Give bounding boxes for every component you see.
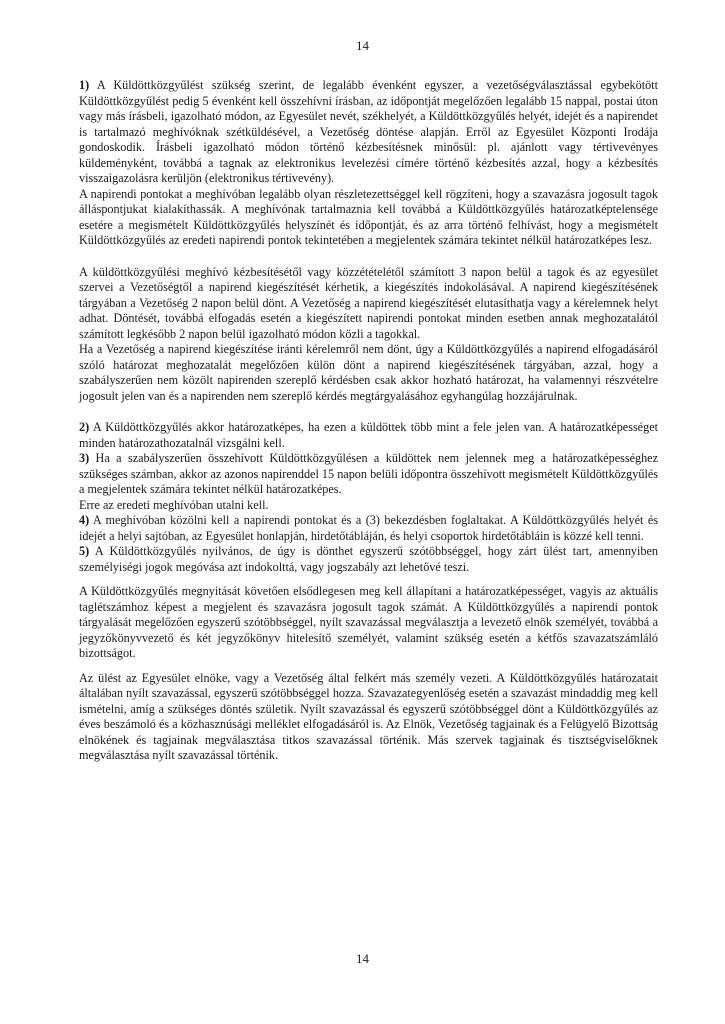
paragraph-number: 3) (79, 451, 90, 465)
page-number-top: 14 (356, 38, 369, 53)
paragraph-text: Ha a Vezetőség a napirend kiegészítése iránti kérelemről nem dönt, úgy a Küldöttközgyűlés a napirend elfogadásáról szóló határozat meghozatalát megelőzően külön dönt a napirend kiegészítésének tárgyában, azzal, hogy a szabályszerűen nem közölt napirenden szereplő kérdésben csak akkor hozható határozat, ha valamennyi részvételre jogosult jelen van és a napirenden nem szereplő kérdés megtárgyalásához egyhangúlag hozzájárulnak. (79, 342, 658, 403)
page-number-bottom: 14 (356, 951, 369, 966)
paragraph-text: A küldöttközgyűlési meghívó kézbesítésétől vagy közzétételétől számított 3 napon belül a tagok és az egyesület szervei a Vezetőségtől a napirend kiegészítését kérhetik, a kiegészítés indokolásával. A napirend kiegészítésének tárgyában a Vezetőség 2 napon belül dönt. A Vezetőség a napirend kiegészítését elutasíthatja vagy a kérelemnek helyt adhat. Döntését, továbbá elfogadás esetén a kiegészített napirendi pontokat minden esetben annak meghozatalától számított legkésőbb 2 napon belül igazolható módon közli a tagokkal. (79, 264, 658, 341)
paragraph-number: 4) (79, 513, 90, 527)
paragraph-gap (79, 404, 658, 420)
paragraph (79, 78, 658, 187)
paragraph (79, 544, 658, 575)
paragraph (79, 420, 658, 451)
paragraph-number: 1) (79, 78, 90, 92)
document-body (79, 78, 658, 764)
paragraph-gap (79, 662, 658, 671)
paragraph-text: A Küldöttközgyűlés nyilvános, de úgy is dönthet egyszerű szótöbbséggel, hogy zárt ülést tart, amennyiben személyiségi jogok megóvása azt indokolttá, vagy jogszabály azt lehetővé teszi. (79, 544, 658, 574)
paragraph (79, 187, 658, 249)
paragraph-text: Az ülést az Egyesület elnöke, vagy a Vezetőség által felkért más személy vezeti. A Küldöttközgyűlés határozatait általában nyílt szavazással, egyszerű szótöbbséggel hozza. Szavazategyenlőség esetén a szavazást mindaddig meg kell ismételni, amíg a szükséges döntés születik. Nyílt szavazással és egyszerű szótöbbséggel dönt a Küldöttközgyűlés az éves beszámoló és a közhasznúsági melléklet elfogadásáról is. Az Elnök, Vezetőség tagjainak és a Felügyelő Bizottság elnökének és tagjainak megválasztása titkos szavazással történik. Más szervek tagjainak és tisztségviselőknek megválasztása nyílt szavazással történik. (79, 670, 658, 762)
paragraph-text: A meghívóban közölni kell a napirendi pontokat és a (3) bekezdésben foglaltakat. A Küldöttközgyűlés helyét és idejét a helyi sajtóban, az Egyesület honlapján, hirdetőtábláján, és helyi csoportok hirdetőtábláin is közzé kell tenni. (79, 513, 658, 543)
paragraph-text: Erre az eredeti meghívóban utalni kell. (79, 497, 269, 512)
paragraph (79, 498, 658, 514)
paragraph-text: A Küldöttközgyűlést szükség szerint, de legalább évenként egyszer, a vezetőségválasztással egybekötött Küldöttközgyűlést pedig 5 évenként kell összehívni írásban, az időpontját megelőzően legalább 15 nappal, postai úton vagy más írásbeli, igazolható módon, az Egyesület nevét, székhelyét, a Küldöttközgyűlés helyét, idejét és a napirendet is tartalmazó meghívóknak szétküldésével, a Vezetőség döntése alapján. Erről az Egyesület Központi Irodája gondoskodik. Írásbeli igazolható módon történő kézbesítésnek minősül: pl. ajánlott vagy tértivevényes küldeményként, továbbá a tagnak az elektronikus levelezési címére történő kézbesítés azzal, hogy a kézbesítés visszaigazolásra kerüljön (elektronikus tértivevény). (79, 78, 658, 185)
paragraph (79, 265, 658, 343)
paragraph (79, 451, 658, 498)
paragraph-gap (79, 249, 658, 265)
paragraph-text: A Küldöttközgyűlés megnyitását követően elsődlegesen meg kell állapítani a határozatképességet, vagyis az aktuális taglétszámhoz képest a megjelent és szavazásra jogosult tagok számát. A Küldöttközgyűlés a napirendi pontok tárgyalását megelőzően egyszerű szótöbbséggel, nyílt szavazással megválasztja a levezető elnök személyét, továbbá a jegyzőkönyvvezető és két jegyzőkönyv hitelesítő személyét, valamint szükség esetén a kétfős szavazatszámláló bizottságot. (79, 584, 658, 660)
paragraph-number: 5) (79, 544, 90, 558)
paragraph-text: A Küldöttközgyűlés akkor határozatképes, ha ezen a küldöttek több mint a fele jelen van. A határozatképességet minden határozathozatalnál vizsgálni kell. (79, 420, 658, 450)
paragraph (79, 584, 658, 662)
paragraph (79, 513, 658, 544)
paragraph-gap (79, 575, 658, 584)
paragraph-text: Ha a szabályszerűen összehívott Küldöttközgyűlésen a küldöttek nem jelennek meg a határozatképességhez szükséges számban, akkor az azonos napirenddel 15 napon belüli időpontra összehívott megismételt Küldöttközgyűlés a megjelentek számára tekintet nélkül határozatképes. (79, 451, 658, 496)
paragraph (79, 342, 658, 404)
paragraph-number: 2) (79, 420, 90, 434)
paragraph (79, 671, 658, 764)
paragraph-text: A napirendi pontokat a meghívóban legalább olyan részletezettséggel kell rögzíteni, hogy a szavazásra jogosult tagok álláspontjukat kialakíthassák. A meghívónak tartalmaznia kell továbbá a Küldöttközgyűlés határozatképtelensége esetére a megismételt Küldöttközgyűlés helyszínét és időpontját, és az arra történő felhívást, hogy a megismételt Küldöttközgyűlés az eredeti napirendi pontok tekintetében a megjelentek számára tekintet nélkül határozatképes lesz. (79, 186, 658, 247)
